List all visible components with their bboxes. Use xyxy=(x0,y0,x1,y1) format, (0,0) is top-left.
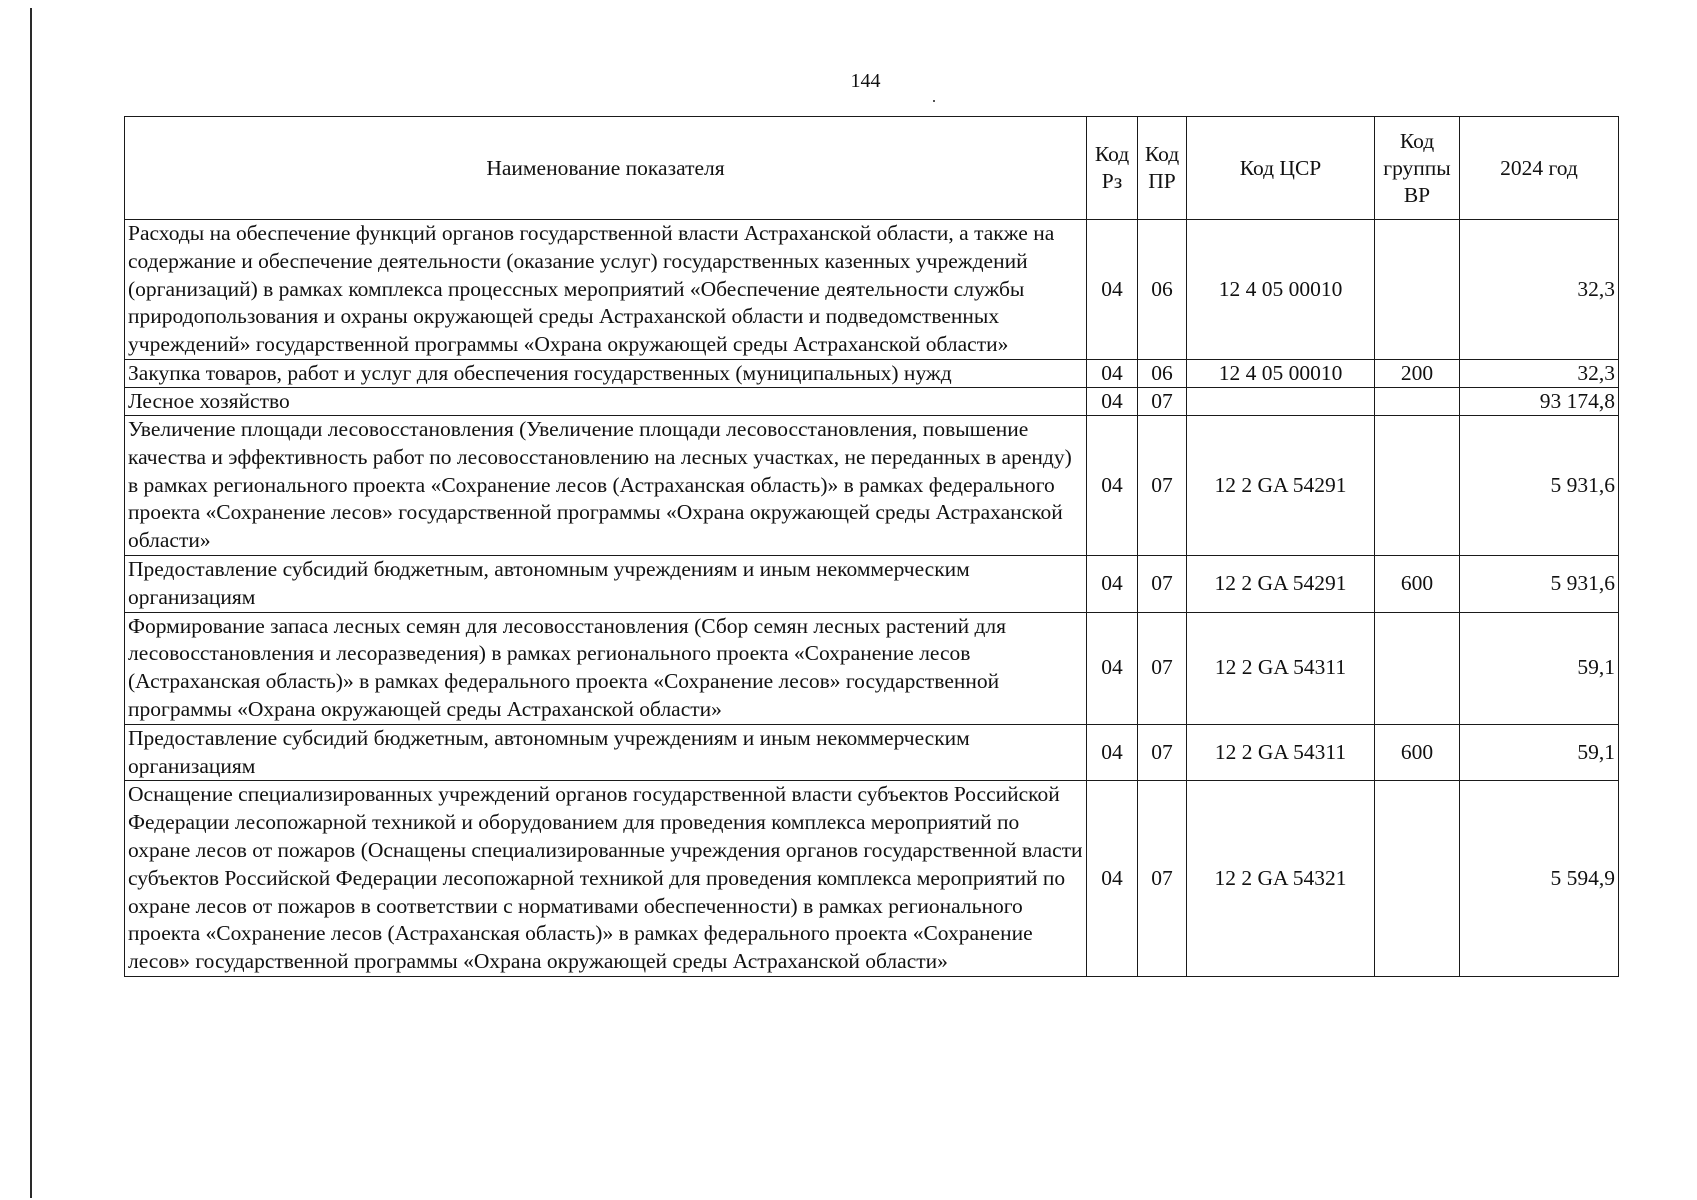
row-csr: 12 2 GA 54321 xyxy=(1187,781,1375,977)
row-name: Увеличение площади лесовосстановления (Увеличение площади лесовосстановления, повышение качества и эффективность работ по лесовосстановлению на лесных участках, не переданных в аренду) в рамках регионального проекта «Сохранение лесов (Астраханская область)» в рамках федерального проекта «Сохранение лесов» государственной программы «Охрана окружающей среды Астраханской области» xyxy=(125,415,1087,555)
row-vr: 600 xyxy=(1375,555,1460,612)
row-amount: 32,3 xyxy=(1460,359,1619,387)
row-rz: 04 xyxy=(1087,555,1138,612)
row-csr xyxy=(1187,387,1375,415)
row-amount: 93 174,8 xyxy=(1460,387,1619,415)
row-csr: 12 2 GA 54291 xyxy=(1187,415,1375,555)
row-name: Закупка товаров, работ и услуг для обеспечения государственных (муниципальных) нужд xyxy=(125,359,1087,387)
row-amount: 5 931,6 xyxy=(1460,555,1619,612)
row-amount: 5 931,6 xyxy=(1460,415,1619,555)
row-rz: 04 xyxy=(1087,415,1138,555)
row-rz: 04 xyxy=(1087,220,1138,360)
table-row xyxy=(125,555,1619,612)
row-pr: 06 xyxy=(1138,220,1187,360)
row-amount: 59,1 xyxy=(1460,612,1619,724)
row-name: Расходы на обеспечение функций органов государственной власти Астраханской области, а также на содержание и обеспечение деятельности (оказание услуг) государственных казенных учреждений (организаций) в рамках комплекса процессных мероприятий «Обеспечение деятельности службы природопользования и охраны окружающей среды Астраханской области и подведомственных учреждений» государственной программы «Охрана окружающей среды Астраханской области» xyxy=(125,220,1087,360)
row-amount: 32,3 xyxy=(1460,220,1619,360)
page-number: 144 xyxy=(850,70,881,92)
row-csr: 12 2 GA 54291 xyxy=(1187,555,1375,612)
header-rz: Код Рз xyxy=(1087,117,1138,220)
row-rz: 04 xyxy=(1087,359,1138,387)
table-row xyxy=(125,724,1619,781)
header-year: 2024 год xyxy=(1460,117,1619,220)
row-name: Формирование запаса лесных семян для лесовосстановления (Сбор семян лесных растений для лесовосстановления и лесоразведения) в рамках регионального проекта «Сохранение лесов (Астраханская область)» в рамках федерального проекта «Сохранение лесов» государственной программы «Охрана окружающей среды Астраханской области» xyxy=(125,612,1087,724)
row-csr: 12 4 05 00010 xyxy=(1187,220,1375,360)
header-name: Наименование показателя xyxy=(125,117,1087,220)
row-amount: 59,1 xyxy=(1460,724,1619,781)
row-csr: 12 4 05 00010 xyxy=(1187,359,1375,387)
scan-speck xyxy=(933,100,935,102)
row-name: Оснащение специализированных учреждений органов государственной власти субъектов Российской Федерации лесопожарной техникой и оборудованием для проведения комплекса мероприятий по охране лесов от пожаров (Оснащены специализированные учреждения органов государственной власти субъектов Российской Федерации лесопожарной техникой для проведения комплекса мероприятий по охране лесов от пожаров в соответствии с нормативами обеспеченности) в рамках регионального проекта «Сохранение лесов (Астраханская область)» в рамках федерального проекта «Сохранение лесов» государственной программы «Охрана окружающей среды Астраханской области» xyxy=(125,781,1087,977)
row-vr xyxy=(1375,415,1460,555)
table-row xyxy=(125,220,1619,360)
table-row xyxy=(125,387,1619,415)
row-vr xyxy=(1375,612,1460,724)
row-csr: 12 2 GA 54311 xyxy=(1187,724,1375,781)
row-pr: 07 xyxy=(1138,555,1187,612)
row-name: Предоставление субсидий бюджетным, автономным учреждениям и иным некоммерческим организациям xyxy=(125,555,1087,612)
row-vr xyxy=(1375,781,1460,977)
row-rz: 04 xyxy=(1087,724,1138,781)
header-vr: Код группы ВР xyxy=(1375,117,1460,220)
row-rz: 04 xyxy=(1087,612,1138,724)
header-pr: Код ПР xyxy=(1138,117,1187,220)
scan-edge-line xyxy=(30,8,32,1198)
table-row xyxy=(125,612,1619,724)
table-row xyxy=(125,781,1619,977)
row-csr: 12 2 GA 54311 xyxy=(1187,612,1375,724)
row-pr: 06 xyxy=(1138,359,1187,387)
header-csr: Код ЦСР xyxy=(1187,117,1375,220)
budget-table xyxy=(124,116,1619,977)
row-vr xyxy=(1375,220,1460,360)
row-amount: 5 594,9 xyxy=(1460,781,1619,977)
row-pr: 07 xyxy=(1138,781,1187,977)
row-pr: 07 xyxy=(1138,415,1187,555)
row-vr: 200 xyxy=(1375,359,1460,387)
row-pr: 07 xyxy=(1138,612,1187,724)
row-name: Предоставление субсидий бюджетным, автономным учреждениям и иным некоммерческим организациям xyxy=(125,724,1087,781)
table-row xyxy=(125,359,1619,387)
row-vr xyxy=(1375,387,1460,415)
row-rz: 04 xyxy=(1087,387,1138,415)
row-name: Лесное хозяйство xyxy=(125,387,1087,415)
row-vr: 600 xyxy=(1375,724,1460,781)
table-row xyxy=(125,415,1619,555)
row-pr: 07 xyxy=(1138,387,1187,415)
table-header-row xyxy=(125,117,1619,220)
row-pr: 07 xyxy=(1138,724,1187,781)
row-rz: 04 xyxy=(1087,781,1138,977)
